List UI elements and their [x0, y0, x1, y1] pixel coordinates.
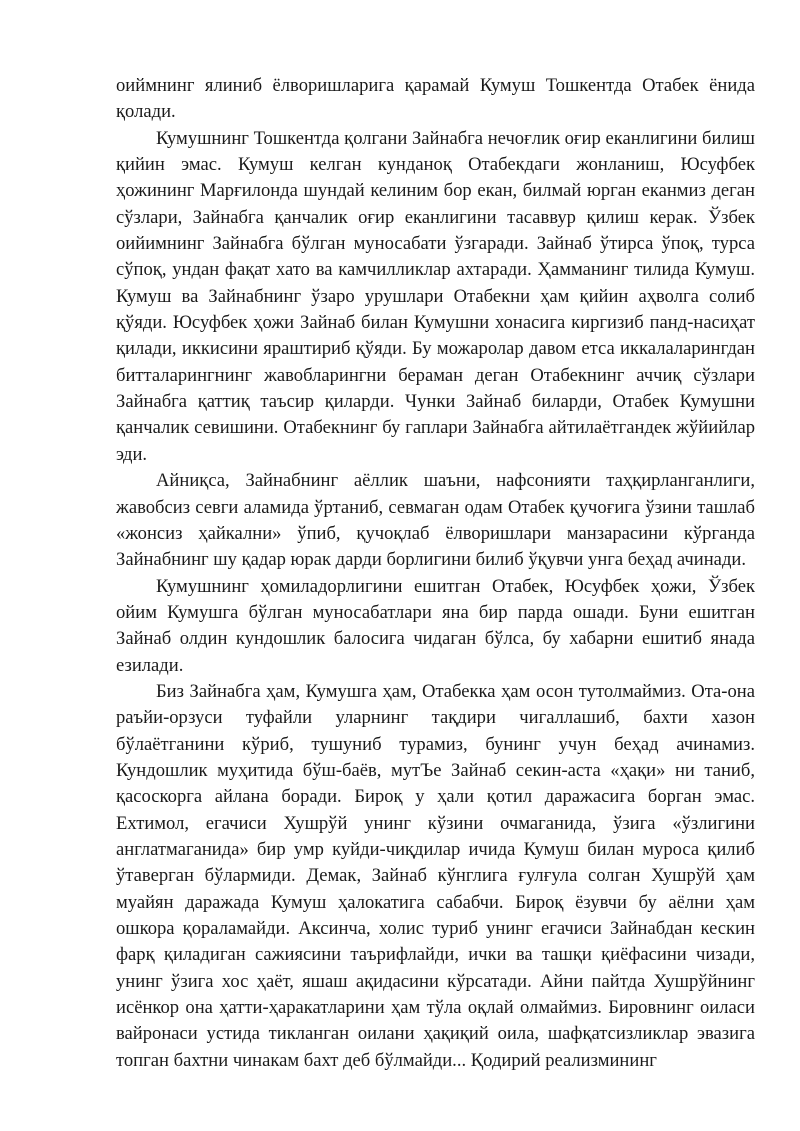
paragraph: Кумушнинг Тошкентда қолгани Зайнабга нечоғлик оғир еканлигини билиш қийин эмас. Кумуш келган кунданоқ Отабекдаги жонланиш, Юсуфбек ҳожининг Марғилонда шундай келиним бор екан, билмай юрган еканмиз деган сўзлари, Зайнабга қанчалик оғир еканлигини тасаввур қилиш керак. Ўзбек оийимнинг Зайнабга бўлган муносабати ўзгаради. Зайнаб ўтирса ўпоқ, турса сўпоқ, ундан фақат хато ва камчилликлар ахтаради. Ҳамманинг тилида Кумуш. Кумуш ва Зайнабнинг ўзаро урушлари Отабекни ҳам қийин аҳволга солиб қўяди. Юсуфбек ҳожи Зайнаб билан Кумушни хонасига киргизиб панд-насиҳат қилади, иккисини яраштириб қўяди. Бу можаролар давом етса иккалаларингдан битталарингнинг жавобларингни бераман деган Отабекнинг аччиқ сўзлари Зайнабга қаттиқ таъсир қиларди. Чунки Зайнаб биларди, Отабек Кумушни қанчалик севишини. Отабекнинг бу гаплари Зайнабга айтилаётгандек жўйийлар эди.: [116, 127, 755, 465]
body-text: [116, 73, 755, 1074]
paragraph: Биз Зайнабга ҳам, Кумушга ҳам, Отабекка ҳам осон тутолмаймиз. Ота-она раъйи-орзуси туфайли уларнинг тақдири чигаллашиб, бахти хазон бўлаётганини кўриб, тушуниб турамиз, бунинг учун беҳад ачинамиз. Кундошлик муҳитида бўш-баёв, мутЪе Зайнаб секин-аста «ҳақи» ни таниб, қасоскорга айлана боради. Бироқ у ҳали қотил даражасига борган эмас. Ехтимол, егачиси Хушрўй унинг кўзини очмаганида, ўзига «ўзлигини англатмаганида» бир умр куйди-чиқдилар ичида Кумуш билан муроса қилиб ўтаверган бўлармиди. Демак, Зайнаб кўнглига ғулғула солган Хушрўй ҳам муайян даражада Кумуш ҳалокатига сабабчи. Бироқ ёзувчи бу аёлни ҳам ошкора қораламайди. Аксинча, холис туриб унинг егачиси Зайнабдан кескин фарқ қиладиган сажиясини таърифлайди, ички ва ташқи қиёфасини чизади, унинг ўзига хос ҳаёт, яшаш ақидасини кўрсатади. Айни пайтда Хушрўйнинг исёнкор она ҳатти-ҳаракатларини ҳам тўла оқлай олмаймиз. Бировнинг оиласи вайронаси устида тикланган оилани ҳақиқий оила, шафқатсизликлар эвазига топган бахтни чинакам бахт деб бўлмайди... Қодирий реализмининг: [116, 680, 755, 1071]
paragraph: оиймнинг ялиниб ёлворишларига қарамай Кумуш Тошкентда Отабек ёнида қолади.: [116, 75, 755, 123]
paragraph: Кумушнинг ҳомиладорлигини ешитган Отабек, Юсуфбек ҳожи, Ўзбек ойим Кумушга бўлган муносабатлари яна бир парда ошади. Буни ешитган Зайнаб олдин кундошлик балосига чидаган бўлса, бу хабарни ешитиб янада езилади.: [116, 575, 755, 676]
paragraph: Айниқса, Зайнабнинг аёллик шаъни, нафсонияти таҳқирланганлиги, жавобсиз севги аламида ўртаниб, севмаган одам Отабек қучоғига ўзини ташлаб «жонсиз ҳайкални» ўпиб, қучоқлаб ёлворишлари манзарасини кўрганда Зайнабнинг шу қадар юрак дарди борлигини билиб ўқувчи унга беҳад ачинади.: [116, 470, 755, 571]
